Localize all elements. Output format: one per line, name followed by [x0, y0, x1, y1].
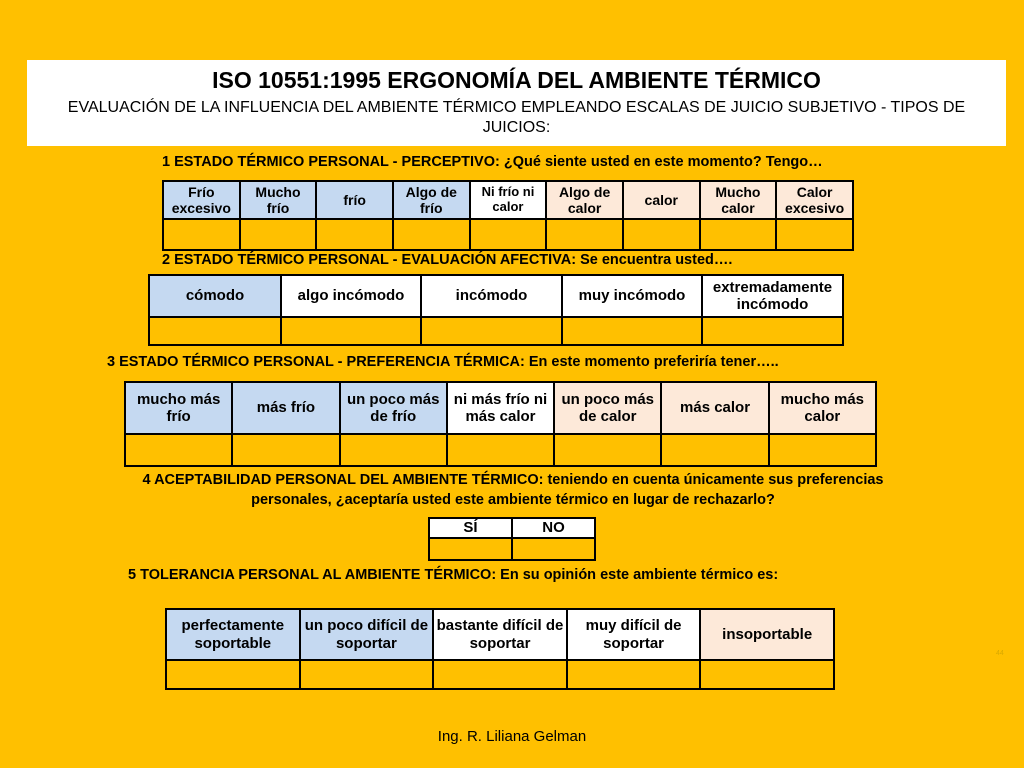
q3-answer-cell[interactable] [769, 434, 876, 466]
q3-option: un poco más de calor [554, 382, 661, 434]
q2-option: muy incómodo [562, 275, 702, 317]
q1-option: Calor excesivo [776, 181, 853, 219]
q1-option: Frío excesivo [163, 181, 240, 219]
q1-answer-cell[interactable] [776, 219, 853, 250]
q5-answer-cell[interactable] [433, 660, 567, 689]
q1-answer-cell[interactable] [240, 219, 317, 250]
q2-answer-cell[interactable] [281, 317, 421, 345]
question-5-text: 5 TOLERANCIA PERSONAL AL AMBIENTE TÉRMICO: En su opinión este ambiente térmico es: [128, 567, 779, 583]
q2-option: incómodo [421, 275, 562, 317]
slide-subtitle: EVALUACIÓN DE LA INFLUENCIA DEL AMBIENTE TÉRMICO EMPLEANDO ESCALAS DE JUICIO SUBJETIVO - TIPOS DE JUICIOS: [67, 99, 966, 136]
q4-answer-cell[interactable] [429, 538, 512, 560]
q3-scale-table [124, 381, 877, 467]
title-box [27, 60, 1006, 146]
question-4-text: 4 ACEPTABILIDAD PERSONAL DEL AMBIENTE TÉRMICO: teniendo en cuenta únicamente sus preferencias personales, ¿aceptaría usted este ambiente térmico en lugar de rechazarlo? [142, 472, 884, 508]
q4-option-yes: SÍ [429, 518, 512, 538]
footer-author: Ing. R. Liliana Gelman [437, 728, 587, 745]
q1-answer-cell[interactable] [700, 219, 777, 250]
question-1-text: 1 ESTADO TÉRMICO PERSONAL - PERCEPTIVO: ¿Qué siente usted en este momento? Tengo… [162, 154, 823, 170]
q5-answer-cell[interactable] [166, 660, 300, 689]
q3-answer-cell[interactable] [661, 434, 768, 466]
q1-answer-cell[interactable] [623, 219, 700, 250]
q1-option: Algo de calor [546, 181, 623, 219]
q3-option: mucho más calor [769, 382, 876, 434]
q4-scale-table [428, 517, 596, 561]
q5-option: un poco difícil de soportar [300, 609, 434, 660]
question-2-text: 2 ESTADO TÉRMICO PERSONAL - EVALUACIÓN AFECTIVA: Se encuentra usted…. [162, 252, 733, 268]
q2-answer-cell[interactable] [562, 317, 702, 345]
q2-option: cómodo [149, 275, 281, 317]
q3-option: un poco más de frío [340, 382, 447, 434]
q4-answer-cell[interactable] [512, 538, 595, 560]
q1-answer-cell[interactable] [470, 219, 547, 250]
q1-answer-cell[interactable] [546, 219, 623, 250]
q3-answer-cell[interactable] [340, 434, 447, 466]
q5-option: insoportable [700, 609, 834, 660]
question-3-text: 3 ESTADO TÉRMICO PERSONAL - PREFERENCIA TÉRMICA: En este momento preferiría tener….. [107, 354, 779, 370]
q5-option: perfectamente soportable [166, 609, 300, 660]
page-number: 44 [996, 650, 1004, 657]
q4-option-no: NO [512, 518, 595, 538]
q2-answer-cell[interactable] [702, 317, 843, 345]
q5-option: bastante difícil de soportar [433, 609, 567, 660]
q3-option: mucho más frío [125, 382, 232, 434]
q1-answer-cell[interactable] [163, 219, 240, 250]
q1-option: Mucho frío [240, 181, 317, 219]
q3-option: más calor [661, 382, 768, 434]
q3-option: ni más frío ni más calor [447, 382, 554, 434]
q1-option: Ni frío ni calor [470, 181, 547, 219]
slide-title: ISO 10551:1995 ERGONOMÍA DEL AMBIENTE TÉRMICO [212, 67, 821, 93]
q5-answer-cell[interactable] [700, 660, 834, 689]
q2-option: extremadamente incómodo [702, 275, 843, 317]
q3-answer-cell[interactable] [125, 434, 232, 466]
q2-option: algo incómodo [281, 275, 421, 317]
q3-answer-cell[interactable] [447, 434, 554, 466]
q1-option: calor [623, 181, 700, 219]
q3-answer-cell[interactable] [554, 434, 661, 466]
q2-scale-table [148, 274, 844, 346]
q5-scale-table [165, 608, 835, 690]
q1-option: frío [316, 181, 393, 219]
q1-answer-cell[interactable] [316, 219, 393, 250]
q3-answer-cell[interactable] [232, 434, 339, 466]
q1-scale-table [162, 180, 854, 251]
q1-answer-cell[interactable] [393, 219, 470, 250]
q5-answer-cell[interactable] [300, 660, 434, 689]
q1-option: Algo de frío [393, 181, 470, 219]
q1-option: Mucho calor [700, 181, 777, 219]
q2-answer-cell[interactable] [421, 317, 562, 345]
q2-answer-cell[interactable] [149, 317, 281, 345]
q5-answer-cell[interactable] [567, 660, 701, 689]
q3-option: más frío [232, 382, 339, 434]
q5-option: muy difícil de soportar [567, 609, 701, 660]
